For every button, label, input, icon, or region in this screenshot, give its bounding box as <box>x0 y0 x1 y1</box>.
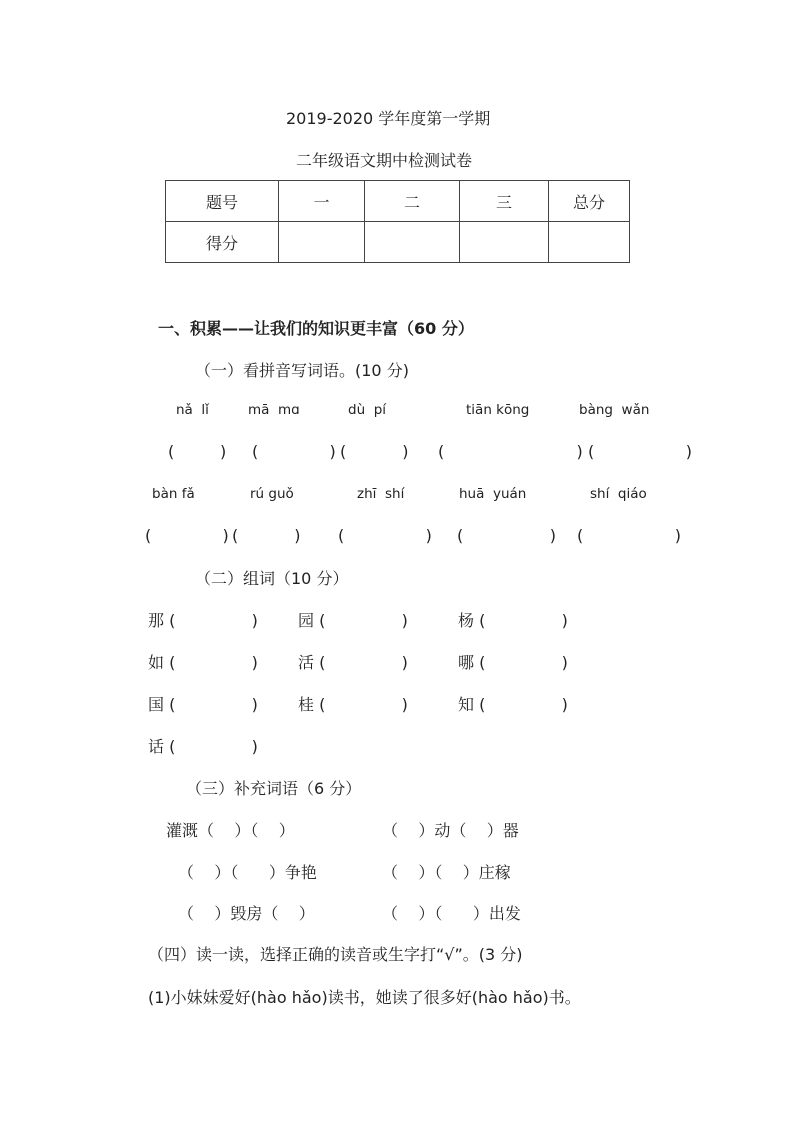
char: 国 <box>148 695 165 714</box>
answer-blank[interactable]: ( ) <box>338 526 432 545</box>
char: 如 <box>148 653 165 672</box>
part-title: （二）组词（10 分） <box>195 569 349 588</box>
table-cell: 题号 <box>166 181 279 222</box>
answer-blank[interactable]: ( ) <box>314 653 408 672</box>
pinyin: bàn fǎ <box>152 486 195 502</box>
table-cell: 得分 <box>166 222 279 263</box>
pinyin: mā mɑ <box>248 402 300 418</box>
pinyin: nǎ lǐ <box>176 402 209 418</box>
table-row <box>166 181 630 222</box>
answer-blank[interactable]: ( ) <box>474 653 568 672</box>
score-cell[interactable] <box>549 222 630 263</box>
char: 话 <box>148 737 165 756</box>
char: 活 <box>298 653 315 672</box>
pinyin: dù pí <box>348 402 387 418</box>
fill-item[interactable]: （ ）（ ）出发 <box>382 904 521 923</box>
answer-blank[interactable]: ( ) <box>474 695 568 714</box>
answer-blank[interactable]: ( ) <box>164 611 258 630</box>
exam-title: 二年级语文期中检测试卷 <box>296 151 473 170</box>
char: 桂 <box>298 695 315 714</box>
score-table <box>165 180 630 263</box>
answer-blank[interactable]: ( ) <box>252 442 336 461</box>
part-title: （四）读一读，选择正确的读音或生字打“√”。(3 分) <box>148 945 523 964</box>
pinyin: tiān kōng <box>466 402 530 418</box>
fill-item[interactable]: （ ）动（ ）器 <box>382 821 519 840</box>
answer-blank[interactable]: ( ) <box>164 737 258 756</box>
fill-item[interactable]: （ ）（ ）争艳 <box>178 863 317 882</box>
table-cell: 三 <box>460 181 549 222</box>
answer-blank[interactable]: ( ) <box>588 442 693 461</box>
fill-item[interactable]: 灌溉（ ）（ ） <box>166 821 295 840</box>
score-cell[interactable] <box>279 222 365 263</box>
answer-blank[interactable]: ( ) <box>314 695 408 714</box>
table-cell: 一 <box>279 181 365 222</box>
table-row <box>166 222 630 263</box>
pinyin: rú guǒ <box>250 486 294 502</box>
table-cell: 二 <box>365 181 460 222</box>
pinyin: huā yuán <box>459 486 527 502</box>
pinyin: bàng wǎn <box>579 402 650 418</box>
part-title: （三）补充词语（6 分） <box>186 779 362 798</box>
answer-blank[interactable]: ( ) <box>474 611 568 630</box>
answer-blank[interactable]: ( ) <box>340 442 409 461</box>
answer-blank[interactable]: ( ) <box>232 526 301 545</box>
answer-blank[interactable]: ( ) <box>438 442 583 461</box>
answer-blank[interactable]: ( ) <box>164 653 258 672</box>
part-title: （一）看拼音写词语。(10 分) <box>195 361 409 380</box>
score-cell[interactable] <box>460 222 549 263</box>
fill-item[interactable]: （ ）毁房（ ） <box>178 904 315 923</box>
char: 知 <box>458 695 475 714</box>
section-title: 一、积累——让我们的知识更丰富（60 分） <box>158 319 474 338</box>
pinyin: zhī shí <box>357 486 405 502</box>
pinyin: shí qiáo <box>590 486 647 502</box>
answer-blank[interactable]: ( ) <box>457 526 556 545</box>
char: 园 <box>298 611 315 630</box>
answer-blank[interactable]: ( ) <box>577 526 682 545</box>
answer-blank[interactable]: ( ) <box>164 695 258 714</box>
char: 那 <box>148 611 165 630</box>
question-text: (1)小妹妹爱好(hào hǎo)读书，她读了很多好(hào hǎo)书。 <box>148 988 581 1007</box>
fill-item[interactable]: （ ）（ ）庄稼 <box>382 863 511 882</box>
answer-blank[interactable]: ( ) <box>145 526 229 545</box>
table-cell: 总分 <box>549 181 630 222</box>
exam-term: 2019-2020 学年度第一学期 <box>286 109 491 128</box>
answer-blank[interactable]: ( ) <box>168 442 227 461</box>
char: 哪 <box>458 653 475 672</box>
char: 杨 <box>458 611 475 630</box>
score-cell[interactable] <box>365 222 460 263</box>
answer-blank[interactable]: ( ) <box>314 611 408 630</box>
